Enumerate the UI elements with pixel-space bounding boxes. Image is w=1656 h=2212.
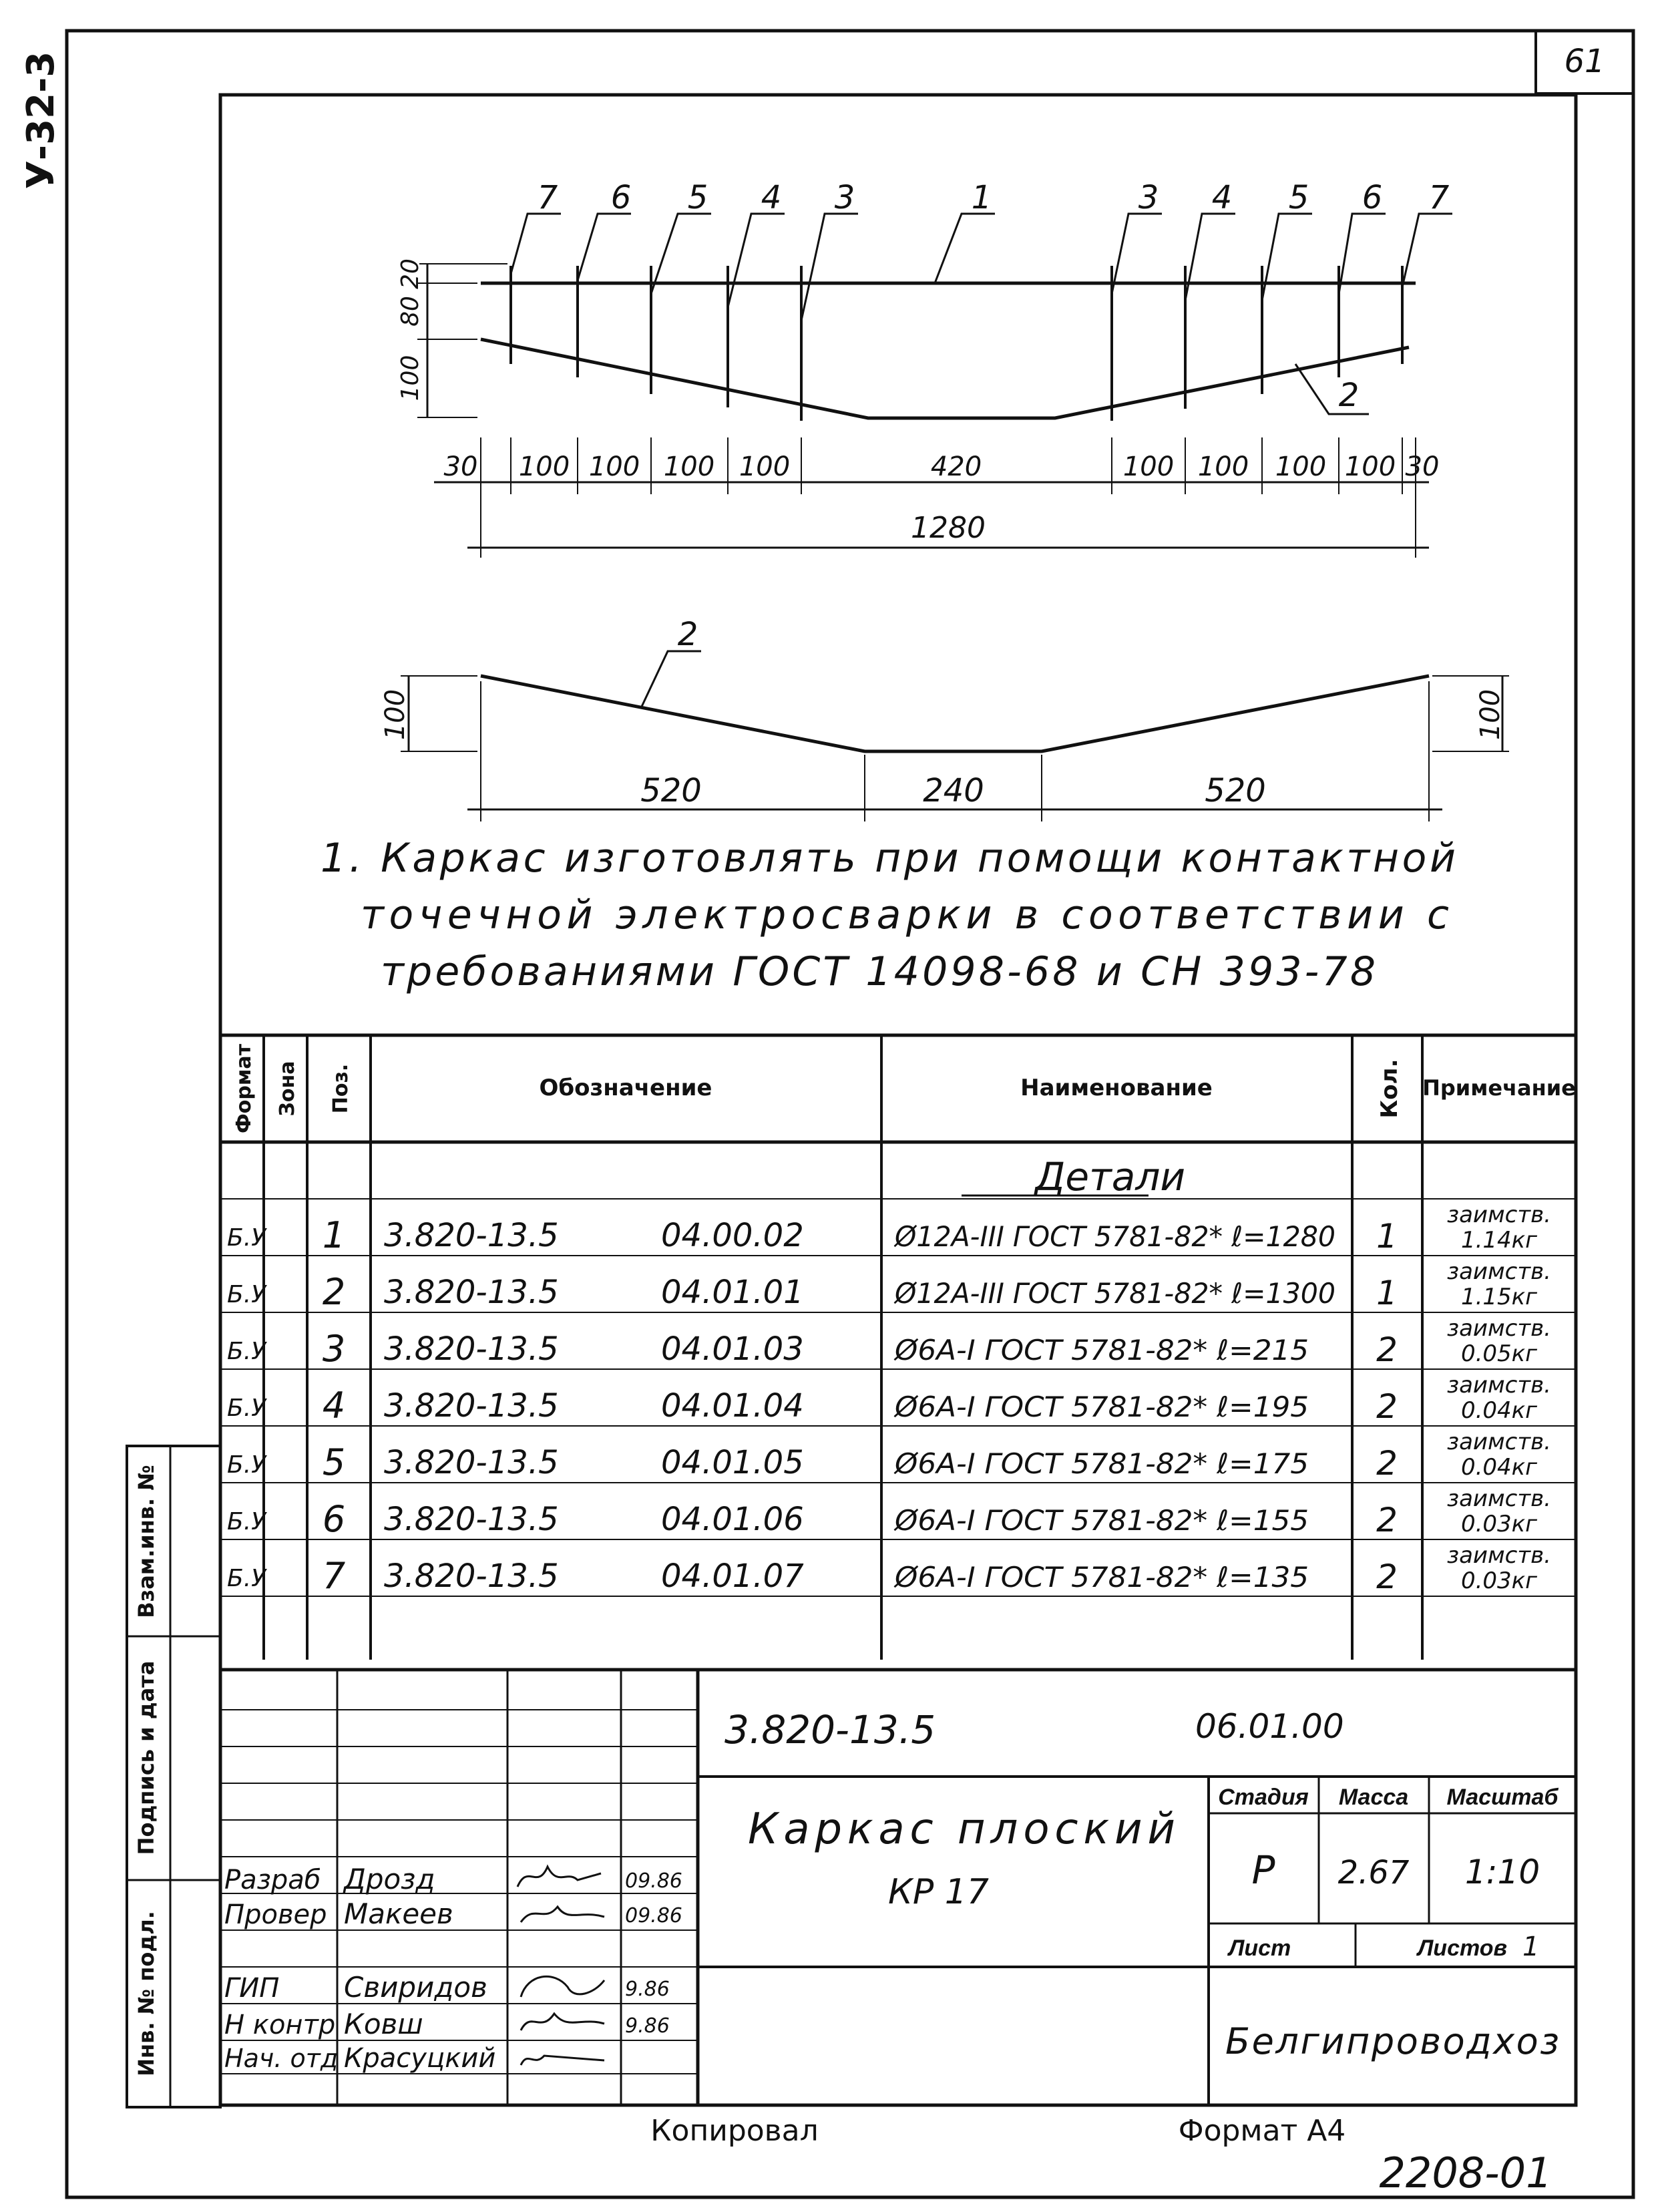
- lower-dim-left-100: 100: [380, 689, 411, 741]
- signer-role: Нач. отд: [224, 2044, 339, 2073]
- note-line-1: 1. Каркас изготовлять при помощи контактной: [321, 835, 1456, 882]
- spec-table-header: [232, 1043, 1576, 1133]
- organization: Белгипроводхоз: [1225, 2020, 1559, 2062]
- dim-100-h: 100: [1344, 451, 1396, 482]
- row-qty: 2: [1376, 1330, 1398, 1369]
- scale-label: Масштаб: [1446, 1785, 1559, 1810]
- row-pos: 7: [322, 1555, 346, 1597]
- header-name: Наименование: [1020, 1075, 1213, 1101]
- section-details: Детали: [1035, 1154, 1186, 1200]
- row-format: Б.У: [227, 1451, 266, 1479]
- label-center-1: 1: [971, 179, 992, 216]
- row-note2: 1.15кг: [1460, 1284, 1538, 1310]
- row-format: Б.У: [227, 1508, 266, 1535]
- label-right-7: 7: [1428, 179, 1450, 216]
- label-bar-2: 2: [1338, 377, 1360, 414]
- signer-date: 9.86: [625, 2014, 670, 2038]
- row-pos: 6: [322, 1498, 346, 1540]
- signer-role: ГИП: [224, 1973, 280, 2004]
- row-note1: заимств.: [1446, 1542, 1552, 1569]
- row-format: Б.У: [227, 1565, 266, 1592]
- dim-total-1280: 1280: [911, 511, 986, 545]
- dim-100-a: 100: [518, 451, 570, 482]
- dim-100-c: 100: [663, 451, 715, 482]
- technical-note: [321, 835, 1456, 995]
- dim-100-f: 100: [1197, 451, 1249, 482]
- row-note2: 0.04кг: [1460, 1397, 1538, 1424]
- header-note: Примечание: [1422, 1075, 1576, 1101]
- row-des2: 04.01.01: [661, 1274, 804, 1311]
- row-des2: 04.00.02: [661, 1217, 804, 1254]
- lower-dim-520-right: 520: [1205, 772, 1266, 809]
- footer-handwritten-number: 2208-01: [1379, 2149, 1552, 2197]
- row-des2: 04.01.03: [661, 1330, 804, 1368]
- lower-dim-520-left: 520: [640, 772, 702, 809]
- stamp-swap-inv: Взам.инв. №: [134, 1465, 159, 1618]
- scale-value: 1:10: [1464, 1853, 1540, 1891]
- row-format: Б.У: [227, 1224, 266, 1252]
- stamp-inv-no: Инв. № подл.: [134, 1911, 159, 2076]
- row-note1: заимств.: [1446, 1485, 1552, 1512]
- label-right-6: 6: [1362, 179, 1383, 216]
- mass-label: Масса: [1338, 1785, 1409, 1810]
- row-note2: 0.05кг: [1460, 1340, 1538, 1367]
- signer-date: 09.86: [625, 1869, 682, 1893]
- row-qty: 2: [1376, 1444, 1398, 1483]
- row-pos: 2: [322, 1271, 346, 1313]
- row-qty: 2: [1376, 1387, 1398, 1426]
- footer-copied: Копировал: [650, 2114, 819, 2148]
- label-left-6: 6: [610, 179, 632, 216]
- title-line-2: КР 17: [888, 1872, 989, 1912]
- header-designation: Обозначение: [539, 1075, 712, 1101]
- row-des1: 3.820-13.5: [384, 1274, 559, 1311]
- lower-dim-240: 240: [923, 772, 984, 809]
- row-qty: 1: [1376, 1217, 1398, 1256]
- signature: [521, 1907, 604, 1922]
- row-note1: заимств.: [1446, 1202, 1552, 1228]
- row-name: Ø6А-I ГОСТ 5781-82* ℓ=195: [893, 1391, 1309, 1423]
- row-des1: 3.820-13.5: [384, 1217, 559, 1254]
- spacing-dimensions: [444, 451, 1440, 545]
- signer-row: [224, 2043, 604, 2074]
- header-pos: Поз.: [329, 1063, 353, 1114]
- signer-role: Разраб: [224, 1865, 321, 1895]
- doc-sub: 06.01.00: [1195, 1707, 1344, 1746]
- row-qty: 2: [1376, 1501, 1398, 1539]
- dim-100-e: 100: [1122, 451, 1175, 482]
- dim-30-left: 30: [443, 451, 478, 482]
- row-note2: 1.14кг: [1460, 1227, 1538, 1254]
- row-format: Б.У: [227, 1338, 266, 1365]
- row-pos: 1: [322, 1214, 346, 1256]
- bar-2: [481, 339, 1409, 418]
- title-line-1: Каркас плоский: [748, 1805, 1175, 1854]
- row-note2: 0.03кг: [1460, 1511, 1538, 1537]
- frame-elevation: [417, 214, 1452, 558]
- label-left-3: 3: [834, 179, 855, 216]
- row-des1: 3.820-13.5: [384, 1501, 559, 1538]
- sheet-label: Лист: [1229, 1936, 1291, 1961]
- signer-row: [224, 1971, 670, 2004]
- signature: [521, 2014, 604, 2030]
- signer-date: 09.86: [625, 1904, 682, 1927]
- stamp-sign-date: Подпись и дата: [134, 1660, 159, 1855]
- row-note1: заимств.: [1446, 1372, 1552, 1399]
- signer-name: Макеев: [344, 1897, 453, 1930]
- row-qty: 2: [1376, 1557, 1398, 1596]
- signers: [224, 1863, 682, 2074]
- row-des1: 3.820-13.5: [384, 1330, 559, 1368]
- header-qty: Кол.: [1376, 1059, 1403, 1119]
- sheets-value: 1: [1522, 1931, 1540, 1962]
- dim-100-b: 100: [588, 451, 640, 482]
- signer-date: 9.86: [625, 1978, 670, 2001]
- note-line-2: точечной электросварки в соответствии с: [361, 892, 1449, 938]
- row-des2: 04.01.06: [661, 1501, 804, 1538]
- vdim-80: 80: [397, 296, 424, 327]
- label-left-7: 7: [537, 179, 558, 216]
- row-format: Б.У: [227, 1281, 266, 1308]
- row-note1: заимств.: [1446, 1429, 1552, 1455]
- signer-row: [224, 1863, 682, 1895]
- signer-name: Красуцкий: [344, 2043, 496, 2074]
- dim-420: 420: [930, 451, 982, 482]
- row-des2: 04.01.04: [661, 1387, 804, 1425]
- label-right-5: 5: [1288, 179, 1309, 216]
- vdim-100: 100: [397, 355, 424, 401]
- row-name: Ø6А-I ГОСТ 5781-82* ℓ=175: [893, 1447, 1309, 1480]
- row-qty: 1: [1376, 1274, 1398, 1312]
- footer-format: Формат А4: [1178, 2114, 1346, 2148]
- label-left-5: 5: [687, 179, 708, 216]
- row-name: Ø6А-I ГОСТ 5781-82* ℓ=215: [893, 1334, 1309, 1366]
- row-note2: 0.04кг: [1460, 1454, 1538, 1481]
- signer-role: Н контр: [224, 2010, 336, 2040]
- stage-value: Р: [1251, 1847, 1275, 1893]
- dim-100-d: 100: [739, 451, 791, 482]
- signer-name: Ковш: [344, 2008, 423, 2040]
- row-des1: 3.820-13.5: [384, 1557, 559, 1595]
- vdim-20: 20: [397, 258, 424, 289]
- signature: [521, 1976, 604, 1997]
- signer-role: Провер: [224, 1899, 327, 1930]
- sheets-label: Листов: [1417, 1936, 1508, 1961]
- lower-label-2: 2: [677, 616, 698, 653]
- signer-row: [224, 1897, 682, 1930]
- mass-value: 2.67: [1337, 1854, 1410, 1891]
- note-line-3: требованиями ГОСТ 14098-68 и СН 393-78: [381, 948, 1376, 995]
- row-des2: 04.01.07: [661, 1557, 804, 1595]
- row-des2: 04.01.05: [661, 1444, 804, 1481]
- signature: [518, 1867, 601, 1887]
- dim-100-g: 100: [1275, 451, 1327, 482]
- row-des1: 3.820-13.5: [384, 1444, 559, 1481]
- row-format: Б.У: [227, 1395, 266, 1422]
- doc-code: 3.820-13.5: [724, 1707, 936, 1753]
- row-name: Ø12А-III ГОСТ 5781-82* ℓ=1300: [893, 1277, 1335, 1310]
- label-left-4: 4: [761, 179, 782, 216]
- stage-label: Стадия: [1218, 1785, 1309, 1810]
- row-name: Ø12А-III ГОСТ 5781-82* ℓ=1280: [893, 1220, 1335, 1253]
- row-pos: 5: [322, 1441, 346, 1483]
- label-right-3: 3: [1138, 179, 1159, 216]
- margin-code: У-32-3: [19, 51, 63, 190]
- row-note2: 0.03кг: [1460, 1568, 1538, 1594]
- row-pos: 3: [322, 1328, 346, 1370]
- label-right-4: 4: [1211, 179, 1233, 216]
- row-note1: заимств.: [1446, 1258, 1552, 1285]
- row-des1: 3.820-13.5: [384, 1387, 559, 1425]
- row-pos: 4: [322, 1385, 346, 1427]
- row-note1: заимств.: [1446, 1315, 1552, 1342]
- lower-dim-right-100: 100: [1475, 689, 1506, 741]
- header-zone: Зона: [276, 1061, 299, 1117]
- dim-30-right: 30: [1405, 451, 1440, 482]
- row-name: Ø6А-I ГОСТ 5781-82* ℓ=135: [893, 1561, 1309, 1594]
- row-name: Ø6А-I ГОСТ 5781-82* ℓ=155: [893, 1504, 1309, 1537]
- header-format: Формат: [232, 1044, 256, 1133]
- title-block: [724, 1707, 1559, 2062]
- signature: [521, 2056, 604, 2065]
- signer-row: [224, 2008, 670, 2040]
- signer-name: Свиридов: [344, 1971, 487, 2004]
- page-number: 61: [1564, 43, 1605, 80]
- signer-name: Дрозд: [344, 1863, 435, 1895]
